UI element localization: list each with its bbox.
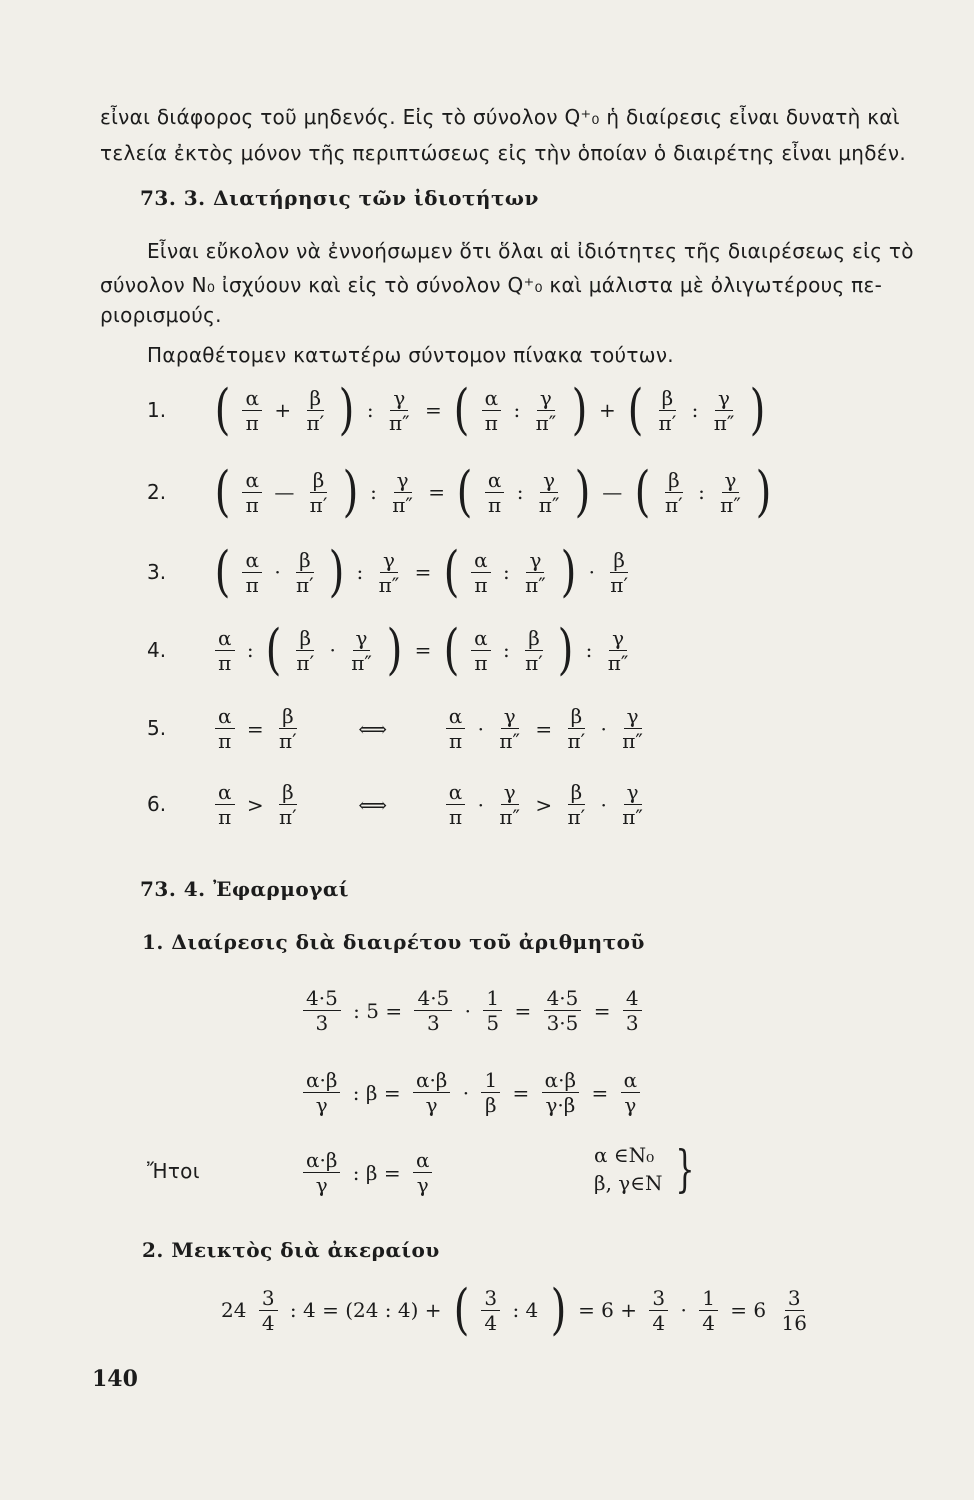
list-number-3: 3.: [147, 560, 167, 584]
example-3-rule: $\frac{\alpha\cdot\beta}{\gamma}$ : β = $\frac{\alpha}{\gamma}$: [300, 1148, 435, 1197]
formula-1: ( $\frac{\alpha}{\pi}$ + $\frac{\beta}{\pi'}$ ) : $\frac{\gamma}{\pi''}$ = ( $\frac{\alpha}{\pi}$ : $\frac{\gamma}{\pi''}$ ) + ( $\frac{\beta}{\pi'}$ : $\frac{\gamma}{\pi''}$ ): [214, 378, 766, 441]
condition-beta-gamma: β, γ∈N: [594, 1171, 663, 1195]
example-1-numeric: $\frac{4\cdot 5}{3}$ : 5 = $\frac{4\cdot 5}{3}$ · $\frac{1}{5}$ = $\frac{4\cdot 5}{3\cdot 5}$ = $\frac{4}{3}$: [300, 986, 645, 1035]
condition-alpha: α ∈N₀: [594, 1143, 655, 1167]
example-4-mixed-number: 24 $\frac{3}{4}$ : 4 = (24 : 4) + ( $\frac{3}{4}$ : 4 ) = 6 + $\frac{3}{4}$ · $\frac{1}{4}$ = 6 $\frac{3}{16}$: [221, 1278, 807, 1341]
subheading-1: 1. Διαίρεσις διὰ διαιρέτου τοῦ ἀριθμητοῦ: [142, 930, 645, 954]
section-heading-73-3: 73. 3. Διατήρησις τῶν ἰδιοτήτων: [140, 186, 539, 210]
formula-2: ( $\frac{\alpha}{\pi}$ — $\frac{\beta}{\pi'}$ ) : $\frac{\gamma}{\pi''}$ = ( $\frac{\alpha}{\pi}$ : $\frac{\gamma}{\pi''}$ ) — ( $\frac{\beta}{\pi'}$ : $\frac{\gamma}{\pi''}$ ): [214, 460, 772, 523]
example-3-conditions: α ∈N₀ β, γ∈N }: [594, 1140, 695, 1198]
list-number-2: 2.: [147, 480, 167, 504]
list-number-6: 6.: [147, 792, 167, 816]
formula-3: ( $\frac{\alpha}{\pi}$ · $\frac{\beta}{\pi'}$ ) : $\frac{\gamma}{\pi''}$ = ( $\frac{\alpha}{\pi}$ : $\frac{\gamma}{\pi''}$ ) · $\frac{\beta}{\pi'}$: [214, 540, 628, 603]
section-heading-73-4: 73. 4. Ἐφαρμογαί: [140, 877, 349, 901]
page-number: 140: [92, 1366, 138, 1392]
paragraph-2-line-1: Εἶναι εὔκολον νὰ ἐννοήσωμεν ὅτι ὅλαι αἱ ἰδιότητες τῆς διαιρέσεως εἰς τὸ: [147, 239, 914, 263]
paragraph-3: Παραθέτομεν κατωτέρω σύντομον πίνακα τούτων.: [147, 343, 674, 367]
formula-4: $\frac{\alpha}{\pi}$ : ( $\frac{\beta}{\pi'}$ · $\frac{\gamma}{\pi''}$ ) = ( $\frac{\alpha}{\pi}$ : $\frac{\beta}{\pi'}$ ) : $\frac{\gamma}{\pi''}$: [212, 620, 634, 680]
list-number-5: 5.: [147, 716, 167, 740]
list-number-1: 1.: [147, 398, 167, 422]
subheading-2: 2. Μεικτὸς διὰ ἀκεραίου: [142, 1238, 440, 1262]
htoi-label: Ἤτοι: [147, 1159, 200, 1183]
example-2-general: $\frac{\alpha\cdot\beta}{\gamma}$ : β = $\frac{\alpha\cdot\beta}{\gamma}$ · $\frac{1}{\beta}$ = $\frac{\alpha\cdot\beta}{\gamma\cdot\beta}$ = $\frac{\alpha}{\gamma}$: [300, 1068, 643, 1117]
formula-6: $\frac{\alpha}{\pi}$ > $\frac{\beta}{\pi'}$ ⟺ $\frac{\alpha}{\pi}$ · $\frac{\gamma}{\pi''}$ > $\frac{\beta}{\pi'}$ · $\frac{\gamma}{\pi''}$: [212, 780, 649, 829]
list-number-4: 4.: [147, 638, 167, 662]
paragraph-2-line-2: σύνολον N₀ ἰσχύουν καὶ εἰς τὸ σύνολον Q⁺₀ καὶ μάλιστα μὲ ὀλιγωτέρους πε-: [100, 273, 883, 297]
paragraph-2-line-3: ριορισμούς.: [100, 303, 222, 327]
formula-5: $\frac{\alpha}{\pi}$ = $\frac{\beta}{\pi'}$ ⟺ $\frac{\alpha}{\pi}$ · $\frac{\gamma}{\pi''}$ = $\frac{\beta}{\pi'}$ · $\frac{\gamma}{\pi''}$: [212, 704, 649, 753]
paragraph-1-line-2: τελεία ἐκτὸς μόνον τῆς περιπτώσεως εἰς τὴν ὁποίαν ὁ διαιρέτης εἶναι μηδέν.: [100, 141, 906, 165]
paragraph-1-line-1: εἶναι διάφορος τοῦ μηδενός. Εἰς τὸ σύνολον Q⁺₀ ἡ διαίρεσις εἶναι δυνατὴ καὶ: [100, 105, 900, 129]
